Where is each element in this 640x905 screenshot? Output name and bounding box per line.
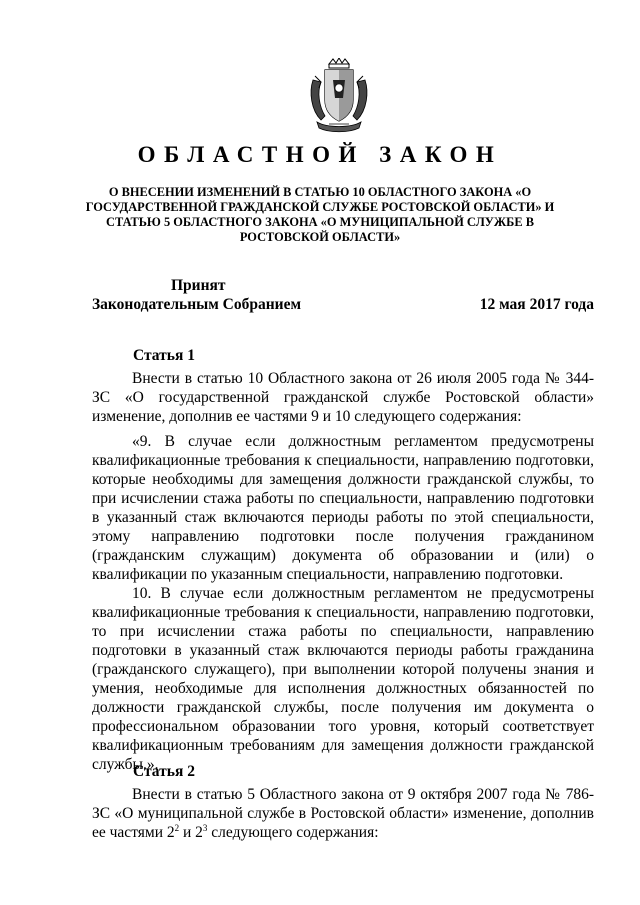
article-2-text-tail: следующего содержания: — [207, 824, 379, 841]
article-1-heading: Статья 1 — [133, 347, 195, 364]
article-2-text: Внести в статью 5 Областного закона от 9 октября 2007 года № 786-ЗС «О муниципальной службе в Ростовской области» изменение, дополнив ее частями 2 — [92, 786, 594, 841]
law-subtitle: О ВНЕСЕНИИ ИЗМЕНЕНИЙ В СТАТЬЮ 10 ОБЛАСТНОГО ЗАКОНА «О ГОСУДАРСТВЕННОЙ ГРАЖДАНСКОЙ СЛУЖБЕ РОСТОВСКОЙ ОБЛАСТИ» И СТАТЬЮ 5 ОБЛАСТНОГО ЗАКОНА «О МУНИЦИПАЛЬНОЙ СЛУЖБЕ В РОСТОВСКОЙ ОБЛАСТИ» — [85, 185, 555, 244]
article-2-text-mid: и 2 — [179, 824, 203, 841]
accepted-date: 12 мая 2017 года — [479, 296, 594, 313]
law-title: ОБЛАСТНОЙ ЗАКОН — [137, 142, 503, 167]
article-1-paragraph-part-9: «9. В случае если должностным регламентом предусмотрены квалификационные требования к специальности, направлению подготовки, которые необходимы для замещения должности гражданской службы, то при исчислении стажа работы по специальности, направлению подготовки в указанный стаж включаются периоды работы по этой специальности, этому направлению подготовки после получения гражданином (гражданским служащим) документа об образовании и (или) о квалификации по указанным специальности, направлению подготовки. — [92, 433, 594, 583]
article-1-paragraph-intro: Внести в статью 10 Областного закона от 26 июля 2005 года № 344-ЗС «О государственной гражданской службе Ростовской области» изменение, дополнив ее частями 9 и 10 следующего содержания: — [92, 370, 594, 425]
article-1-paragraph-part-10: 10. В случае если должностным регламентом не предусмотрены квалификационные требования к специальности, направлению подготовки, то при исчислении стажа работы по специальности, направлению подготовки в указанный стаж включаются периоды работы гражданина (гражданского служащего), при выполнении которой получены знания и умения, необходимые для исполнения должностных обязанностей по должности гражданской службы, после получения им документа о профессиональном образовании того уровня, который соответствует квалификационным требованиям для замещения должности гражданской службы.». — [92, 585, 594, 773]
coat-of-arms-emblem — [307, 58, 371, 134]
article-2-paragraph — [92, 785, 594, 842]
superscript-3: 3 — [202, 822, 208, 833]
accepted-body: Законодательным Собранием — [92, 296, 302, 313]
superscript-2: 2 — [174, 822, 180, 833]
article-2-heading: Статья 2 — [133, 763, 195, 780]
accepted-label: Принят — [171, 277, 226, 294]
